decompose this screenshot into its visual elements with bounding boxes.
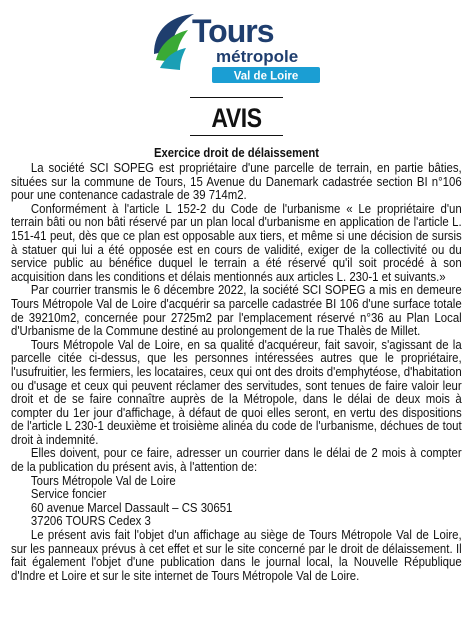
notice-body bbox=[11, 162, 462, 583]
paragraph: Elles doivent, pour ce faire, adresser un courrier dans le délai de 2 mois à compter de la publication du présent avis, à l'attention de: bbox=[11, 446, 462, 475]
paragraph: Tours Métropole Val de Loire, en sa qualité d'acquéreur, fait savoir, s'agissant de la parcelle citée ci-dessus, que les personnes intéressées autres que le propriétaire, l'usufruitier, les fermiers, les locataires, ceux qui ont des droits d'emphytéose, d'habitation ou d'usage et ceux qui peuvent réclamer des servitudes, sont tenues de faire valoir leur droit et de se faire connaître auprès de la Métropole, dans le délai de deux mois à compter du 1er jour d'affichage, à défaut de quoi elles seront, en vertu des dispositions de l'article L 230-1 deuxième et troisième alinéa du code de l'urbanisme, déchues de tout droit à indemnité. bbox=[11, 337, 462, 447]
page-title: AVIS bbox=[211, 103, 262, 133]
subtitle: Exercice droit de délaissement bbox=[153, 146, 320, 160]
title-rule-top bbox=[190, 97, 283, 98]
address-line: Tours Métropole Val de Loire bbox=[30, 473, 176, 488]
paragraph: Par courrier transmis le 6 décembre 2022, la société SCI SOPEG a mis en demeure Tours Métropole Val de Loire d'acquérir sa parcelle cadastrée BI 106 d'une surface totale de 39210m2, concernée pour 2725m2 par l'emplacement réservé n°36 au Plan Local d'Urbanisme de la Commune destiné au prolongement de la rue Thalès de Millet. bbox=[11, 283, 462, 339]
paragraph: La société SCI SOPEG est propriétaire d'une parcelle de terrain, en partie bâties, situées sur la commune de Tours, 15 Avenue du Danemark cadastrée section BI n°106 pour une contenance cadastrale de 39 714m2. bbox=[11, 161, 462, 203]
logo-name: Tours bbox=[192, 13, 274, 49]
logo-line3: Val de Loire bbox=[233, 70, 299, 83]
closing-paragraph: Le présent avis fait l'objet d'un affichage au siège de Tours Métropole Val de Loire, sur les panneaux prévus à cet effet et sur le site concerné par le droit de délaissement. Il fait également l'objet d'une publication dans le journal local, la Nouvelle République d'Indre et Loire et sur le site internet de Tours Métropole Val de Loire. bbox=[11, 528, 462, 583]
address-line: 60 avenue Marcel Dassault – CS 30651 bbox=[30, 500, 233, 515]
paragraph: Conformément à l'article L 152-2 du Code de l'urbanisme « Le propriétaire d'un terrain bâti ou non bâti réservé par un plan local d'urbanisme en application de l'article L. 151-41 peut, dès que ce plan est opposable aux tiers, et même si une décision de sursis à statuer qui lui a été opposée est en cours de validité, exiger de la collectivité ou du service public au bénéfice duquel le terrain a été réservé qu'il soit procédé à son acquisition dans les conditions et délais mentionnés aux articles L. 230-1 et suivants.» bbox=[11, 201, 462, 284]
address-line: 37206 TOURS Cedex 3 bbox=[30, 514, 151, 529]
title-rule-bottom bbox=[190, 135, 283, 136]
address-line: Service foncier bbox=[30, 487, 107, 502]
logo-line2: métropole bbox=[216, 47, 299, 66]
tours-metropole-logo bbox=[150, 10, 325, 85]
